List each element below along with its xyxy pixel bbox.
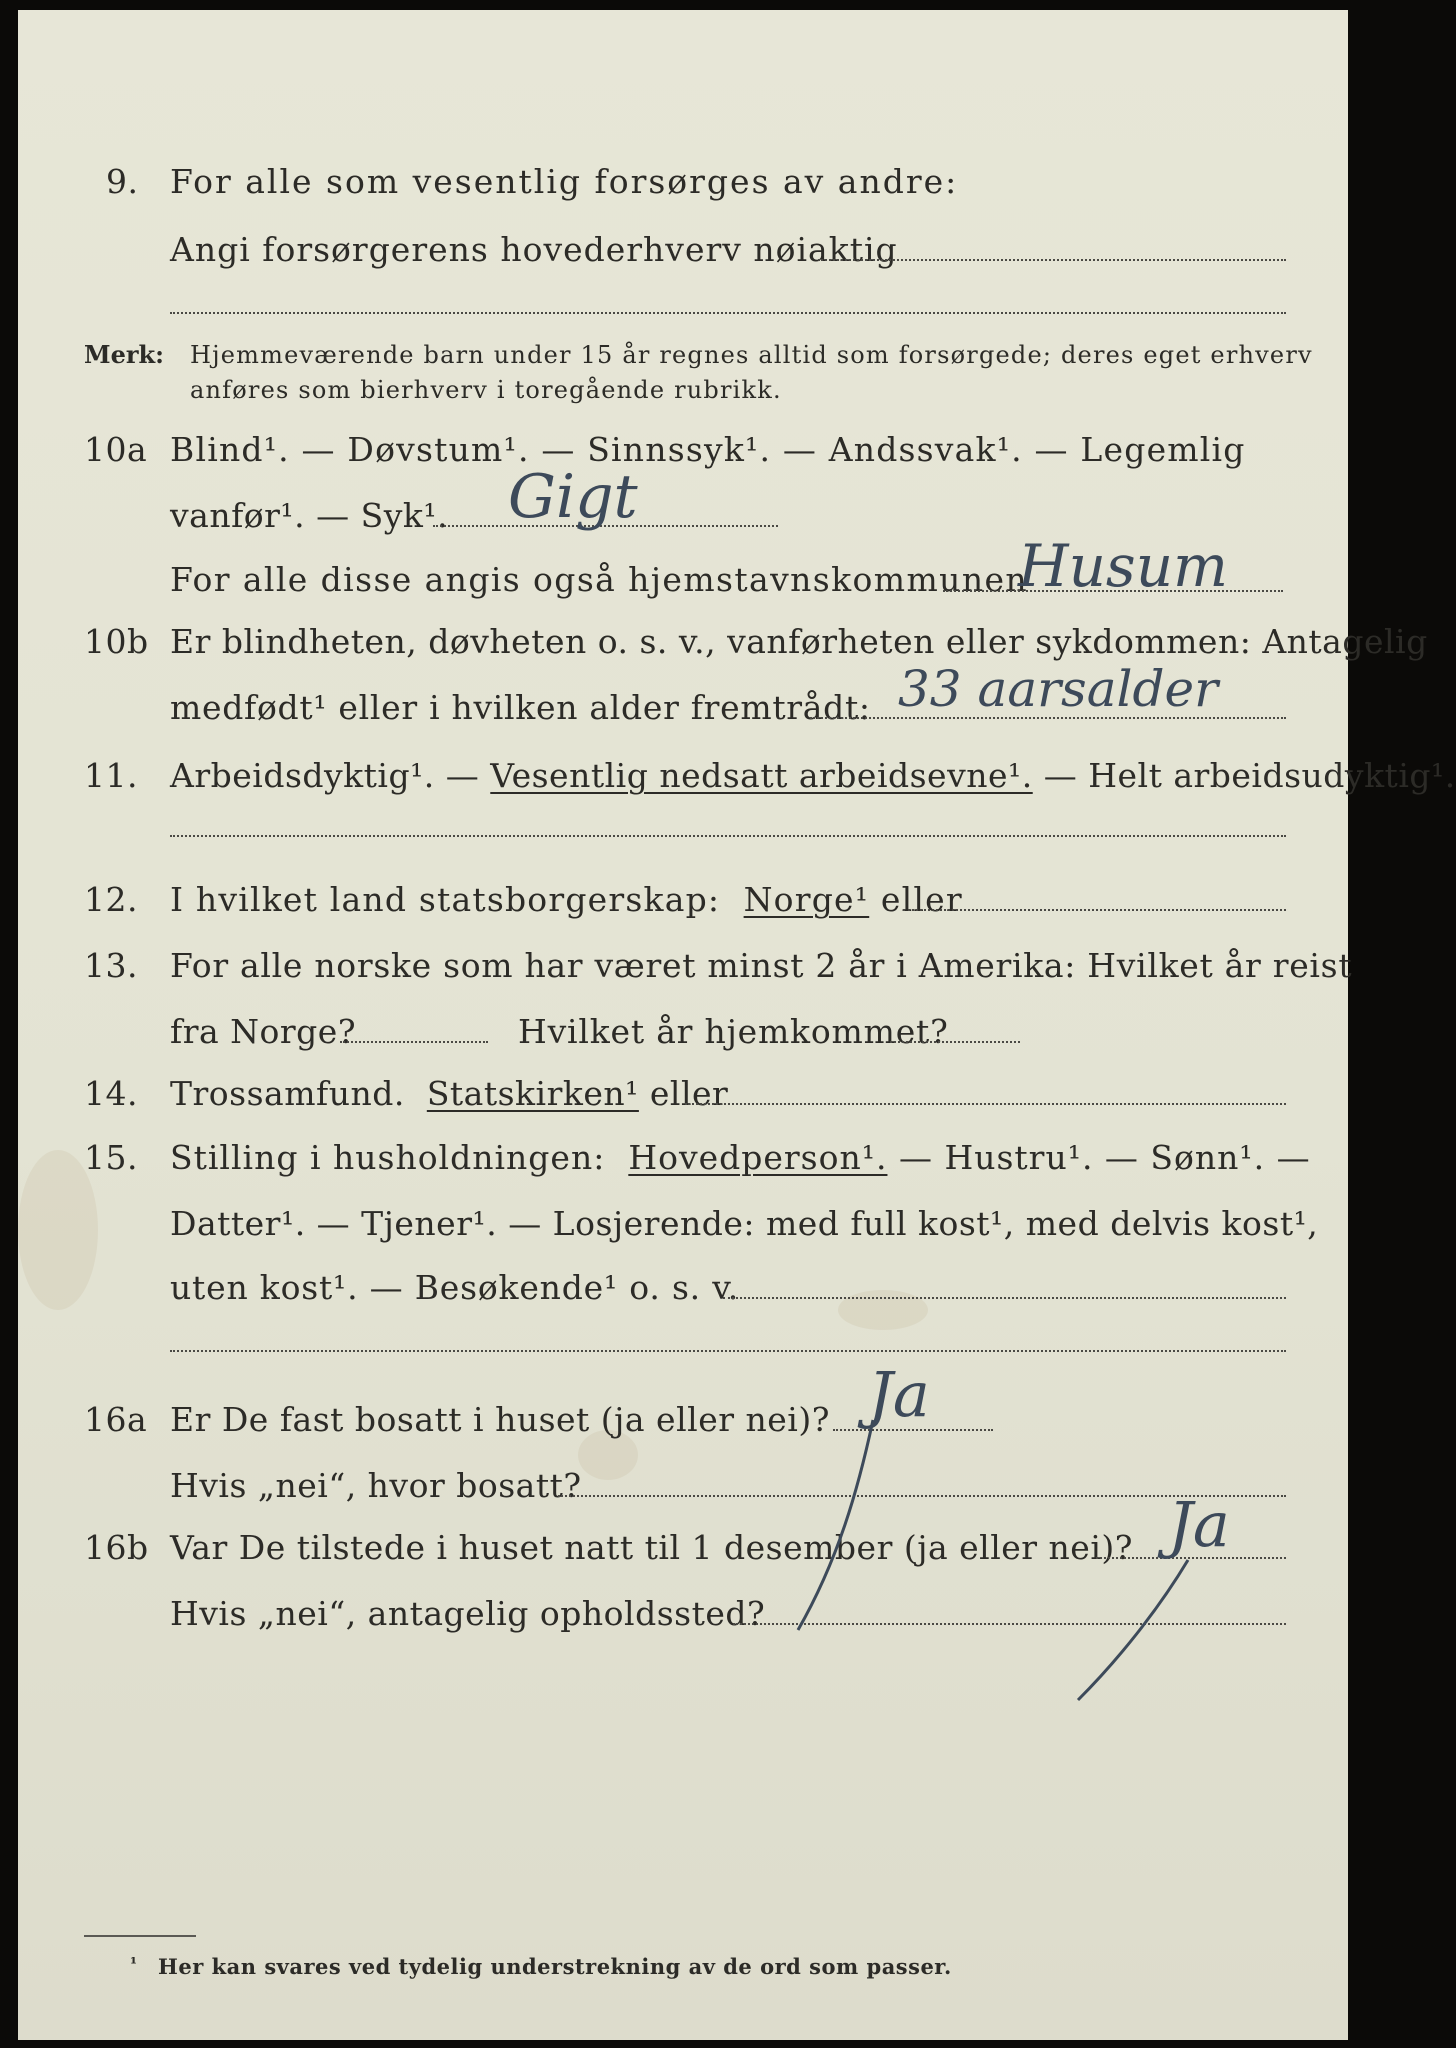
q15-options-rest[interactable]: — Hustru¹. — Sønn¹. — (898, 1138, 1311, 1177)
q15-answer-line[interactable] (723, 1297, 1286, 1299)
handwritten-ja-16a: Ja (868, 1358, 930, 1431)
q10a-hometown-question: For alle disse angis også hjemstavnskommunen (170, 560, 1029, 599)
q15-label: Stilling i husholdningen: (170, 1138, 606, 1177)
q14-answer-line[interactable] (685, 1103, 1286, 1105)
footnote-mark: ¹ (130, 1954, 138, 1973)
q11-number: 11. (84, 756, 138, 795)
q11-options (170, 756, 1456, 795)
footnote-text: Her kan svares ved tydelig understrekning av de ord som passer. (158, 1954, 952, 1979)
q15-options-line3[interactable]: uten kost¹. — Besøkende¹ o. s. v. (170, 1268, 740, 1307)
q13-left-answer-line[interactable] (340, 1041, 488, 1043)
q13-number: 13. (84, 946, 138, 985)
q13-returned-answer-line[interactable] (890, 1041, 1020, 1043)
handwriting-stroke-16b (1038, 1550, 1198, 1710)
q10b-number: 10b (84, 622, 149, 661)
q14-number: 14. (84, 1074, 138, 1113)
q16a-number: 16a (84, 1400, 148, 1439)
q11-option-a[interactable]: Arbeidsdyktig¹. — (170, 756, 491, 795)
handwriting-stroke-16a (778, 1410, 898, 1650)
q13-question: For alle norske som har været minst 2 år i Amerika: Hvilket år reist (170, 946, 1353, 985)
q11-option-b-underlined[interactable]: Vesentlig nedsatt arbeidsevne¹. (490, 756, 1033, 795)
q12-option-norge[interactable]: Norge¹ (743, 880, 870, 919)
q15-number: 15. (84, 1138, 138, 1177)
q10a-number: 10a (84, 430, 148, 469)
q12-answer-line[interactable] (903, 909, 1286, 911)
handwritten-gigt: Gigt (508, 462, 638, 532)
q16a-question-line2: Hvis „nei“, hvor bosatt? (170, 1466, 582, 1505)
handwritten-age: 33 aarsalder (898, 660, 1218, 718)
q16a-question: Er De fast bosatt i huset (ja eller nei)? (170, 1400, 830, 1439)
q13-returned-label: Hvilket år hjemkommet? (518, 1012, 949, 1051)
q12-label: I hvilket land statsborgerskap: (170, 880, 721, 919)
q10a-options-line2: vanfør¹. — Syk¹. (170, 496, 449, 535)
q12-eller: eller (880, 880, 963, 919)
q14-eller: eller (649, 1074, 729, 1113)
q11-option-c[interactable]: — Helt arbeidsudyktig¹. (1032, 756, 1456, 795)
q16b-question-line2: Hvis „nei“, antagelig opholdssted? (170, 1594, 766, 1633)
q12-number: 12. (84, 880, 138, 919)
q10b-question-line2: medfødt¹ eller i hvilken alder fremtrådt: (170, 688, 871, 727)
q15-options-line2[interactable]: Datter¹. — Tjener¹. — Losjerende: med full kost¹, med delvis kost¹, (170, 1204, 1319, 1243)
q12-question (170, 880, 963, 919)
q10b-question: Er blindheten, døvheten o. s. v., vanførheten eller sykdommen: Antagelig (170, 622, 1428, 661)
merk-note-line2: anføres som bierhverv i toregående rubrikk. (190, 376, 782, 404)
merk-label: Merk: (84, 340, 164, 369)
handwritten-ja-16b: Ja (1168, 1488, 1230, 1561)
paper-stain (838, 1290, 928, 1330)
q9-question-line2: Angi forsørgerens hovederhverv nøiaktig (170, 230, 898, 269)
q14-question (170, 1074, 728, 1113)
q16b-question: Var De tilstede i huset natt til 1 desember (ja eller nei)? (170, 1528, 1133, 1567)
q16b-number: 16b (84, 1528, 149, 1567)
q9-question: For alle som vesentlig forsørges av andre: (170, 162, 959, 201)
merk-note: Hjemmeværende barn under 15 år regnes alltid som forsørgede; deres eget erhverv (190, 341, 1313, 369)
q14-label: Trossamfund. (170, 1074, 405, 1113)
q9-answer-line[interactable] (818, 259, 1286, 261)
q9-number: 9. (106, 162, 139, 201)
q15-answer-line-2[interactable] (170, 1350, 1286, 1352)
handwritten-husum: Husum (1018, 532, 1229, 600)
form-page (18, 10, 1456, 2040)
q15-option-hovedperson[interactable]: Hovedperson¹. (628, 1138, 888, 1177)
q13-left-label: fra Norge? (170, 1012, 357, 1051)
q10a-options: Blind¹. — Døvstum¹. — Sinnssyk¹. — Andssvak¹. — Legemlig (170, 430, 1246, 469)
q15-question (170, 1138, 1311, 1177)
q9-answer-line-2[interactable] (170, 312, 1286, 314)
q11-answer-line[interactable] (170, 835, 1286, 837)
q14-option-statskirken[interactable]: Statskirken¹ (426, 1074, 639, 1113)
footnote-rule (84, 1935, 196, 1937)
